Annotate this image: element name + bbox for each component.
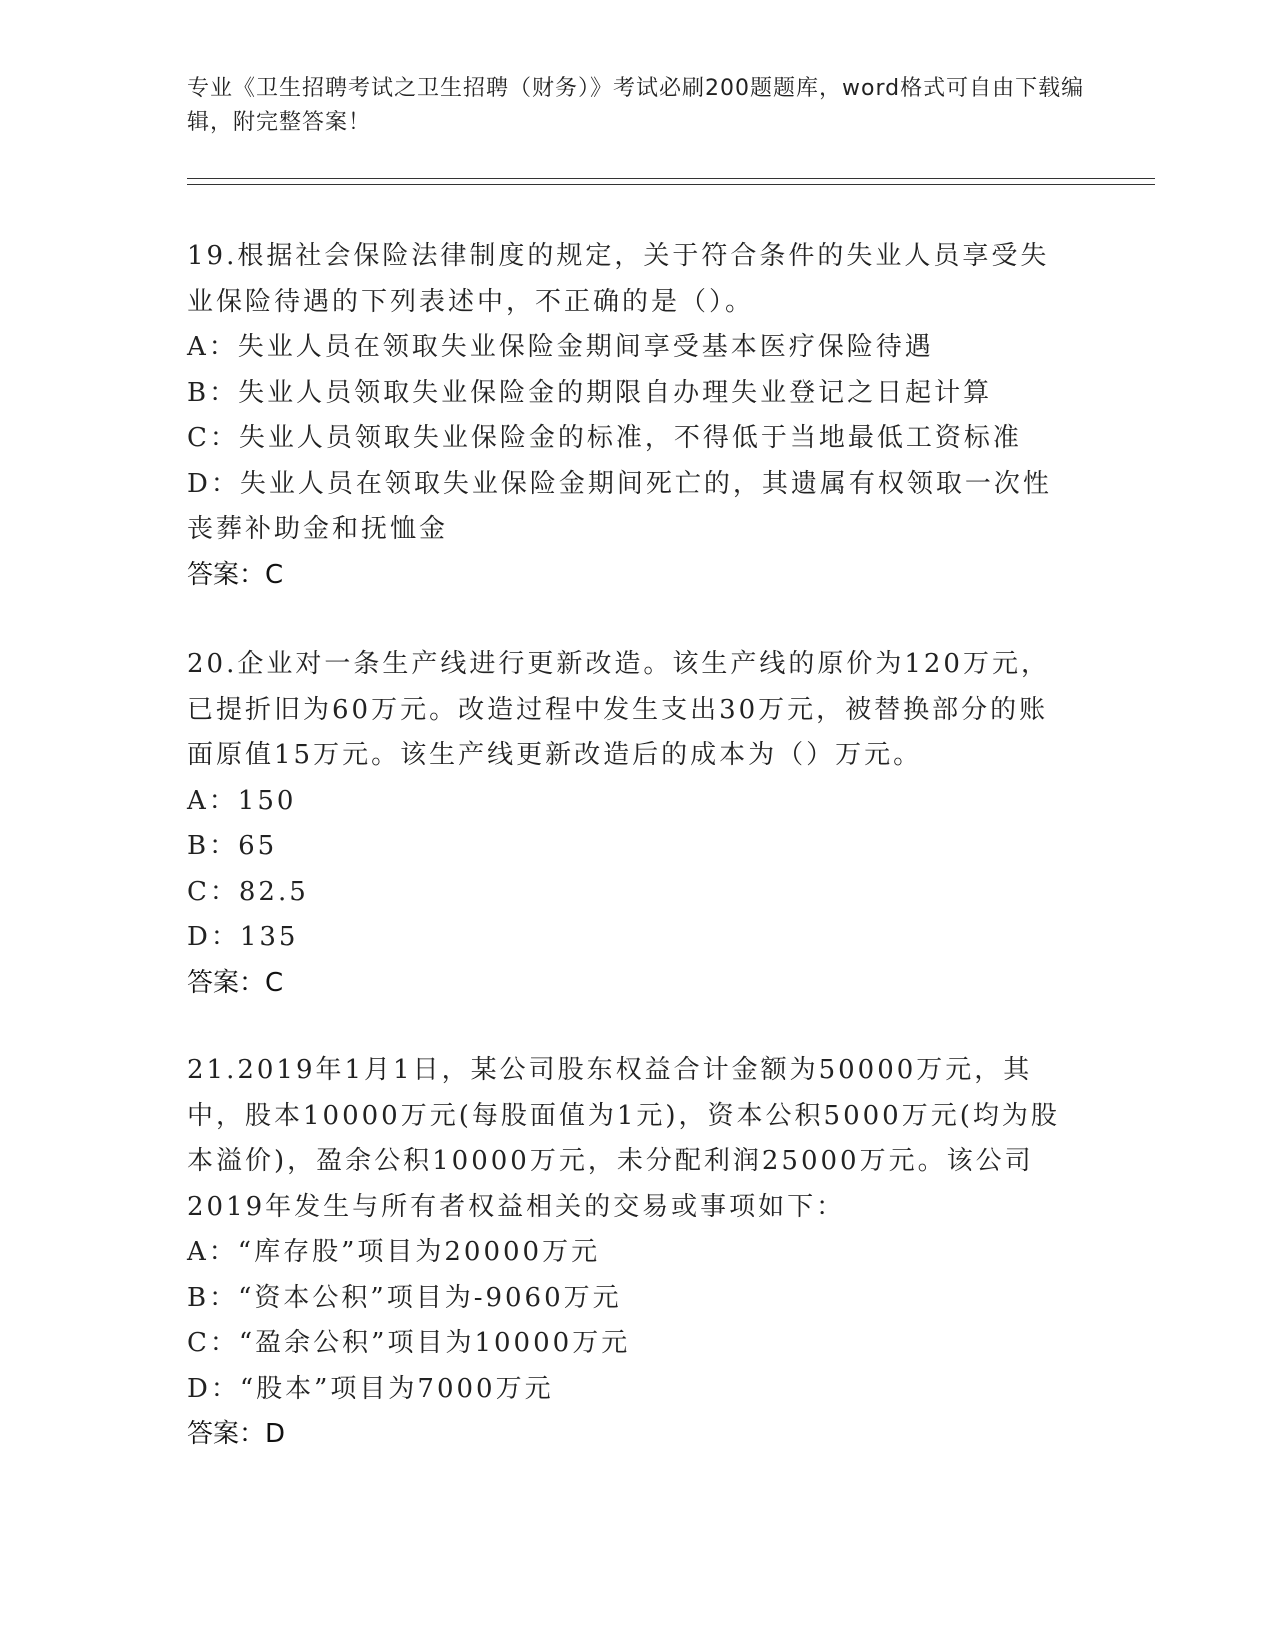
question-stem: 20.企业对一条生产线进行更新改造。该生产线的原价为120万元，已提折旧为60万元。改造过程中发生支出30万元，被替换部分的账面原值15万元。该生产线更新改造后的成本为（）万元。 <box>187 649 1050 770</box>
option-b: B：65 <box>187 831 278 861</box>
option-c: C：82.5 <box>187 876 309 907</box>
question-stem: 21.2019年1月1日，某公司股东权益合计金额为50000万元，其中，股本10000万元(每股面值为1元)，资本公积5000万元(均为股本溢价)，盈余公积10000万元，未分配利润25000万元。该公司2019年发生与所有者权益相关的交易或事项如下： <box>187 1055 1060 1222</box>
option-a: A：失业人员在领取失业保险金期间享受基本医疗保险待遇 <box>187 332 934 362</box>
option-b: B：“资本公积”项目为-9060万元 <box>187 1282 622 1313</box>
option-b: B：失业人员领取失业保险金的期限自办理失业登记之日起计算 <box>187 377 993 408</box>
question-19 <box>187 234 1077 598</box>
header-divider <box>187 178 1155 185</box>
page-header: 专业《卫生招聘考试之卫生招聘（财务）》考试必刷200题题库，word格式可自由下载编辑，附完整答案！ <box>187 76 1085 135</box>
option-d: D：135 <box>187 922 299 952</box>
question-20 <box>187 642 1077 1006</box>
answer: 答案：C <box>187 967 284 998</box>
question-21 <box>187 1048 1077 1458</box>
option-a: A：“库存股”项目为20000万元 <box>187 1237 601 1267</box>
answer: 答案：D <box>187 1419 286 1449</box>
option-c: C：“盈余公积”项目为10000万元 <box>187 1328 631 1358</box>
question-stem: 19.根据社会保险法律制度的规定，关于符合条件的失业人员享受失业保险待遇的下列表述中，不正确的是（）。 <box>187 241 1050 317</box>
option-d: D：失业人员在领取失业保险金期间死亡的，其遗属有权领取一次性丧葬补助金和抚恤金 <box>187 468 1052 544</box>
answer: 答案：C <box>187 559 284 590</box>
option-a: A：150 <box>187 785 297 816</box>
option-d: D：“股本”项目为7000万元 <box>187 1373 554 1404</box>
option-c: C：失业人员领取失业保险金的标准，不得低于当地最低工资标准 <box>187 423 1022 453</box>
